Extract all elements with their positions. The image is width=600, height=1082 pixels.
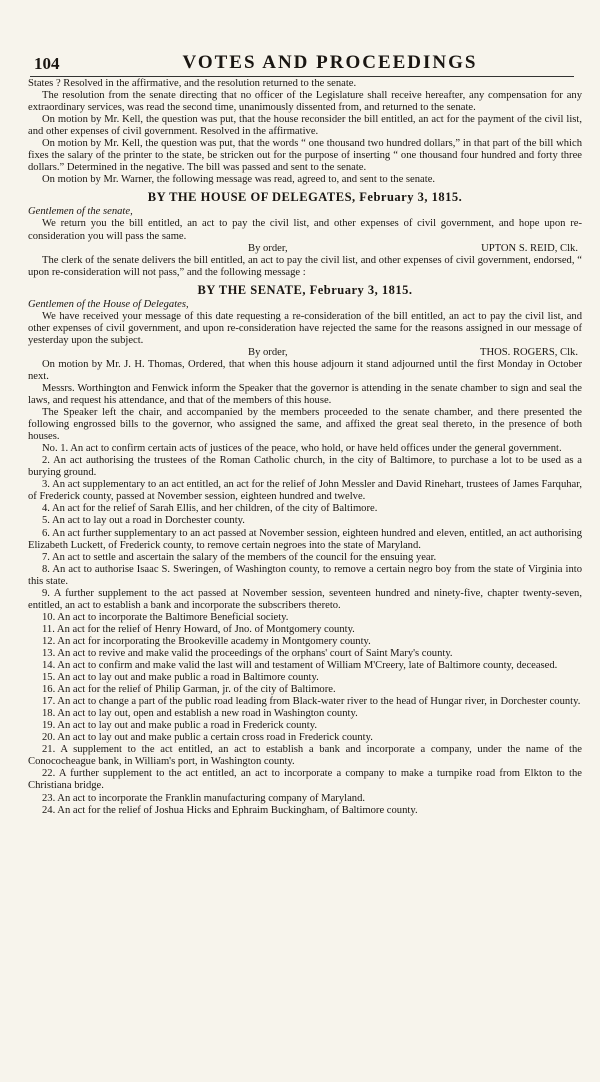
signature-line <box>28 243 582 255</box>
signature-line <box>28 347 582 359</box>
act-item: 10. An act to incorporate the Baltimore Beneficial society. <box>42 611 289 623</box>
act-item: 15. An act to lay out and make public a road in Baltimore county. <box>42 672 319 684</box>
act-item: 4. An act for the relief of Sarah Ellis, and her children, of the city of Baltimore. <box>42 503 378 515</box>
paragraph: On motion by Mr. J. H. Thomas, Ordered, that when this house adjourn it stand adjourned until the first Monday in October next. <box>28 358 582 382</box>
salutation: Gentlemen of the House of Delegates, <box>28 298 189 310</box>
by-order-label: By order, <box>248 346 288 358</box>
act-item: 20. An act to lay out and make public a certain cross road in Frederick county. <box>42 732 373 744</box>
paragraph: The Speaker left the chair, and accompanied by the members proceeded to the senate chamber, and there presented the following engrossed bills to the governor, who assigned the same, and affixed the great seal thereto, in the presence of both houses. <box>28 407 582 443</box>
act-item: 3. An act supplementary to an act entitled, an act for the relief of John Messler and David Rinehart, trustees of James Farquhar, of Frederick county, passed at November session, eighteen hundred and twelve. <box>28 479 582 503</box>
act-item: 22. A further supplement to the act entitled, an act to incorporate a company to make a turnpike road from Elkton to the Christiana bridge. <box>28 768 582 792</box>
header-rule <box>30 76 574 77</box>
paragraph: The resolution from the senate directing that no officer of the Legislature shall receive hereafter, any compensation for any extraordinary services, was read the second time, unanimously dissented from, and returned to the senate. <box>28 90 582 114</box>
clerk-name: UPTON S. REID, Clk. <box>481 242 578 254</box>
paragraph: On motion by Mr. Kell, the question was put, that the house reconsider the bill entitled, an act for the payment of the civil list, and other expenses of civil government. Resolved in the affirmative. <box>28 114 582 138</box>
act-item: 6. An act further supplementary to an act passed at November session, eighteen hundred and eleven, entitled, an act authorising Elizabeth Luckett, of Frederick county, to remove certain negroes into the state of Maryland. <box>28 527 582 551</box>
act-item: No. 1. An act to confirm certain acts of justices of the peace, who hold, or have held offices under the general government. <box>42 443 562 455</box>
act-item: 16. An act for the relief of Philip Garman, jr. of the city of Baltimore. <box>42 684 336 696</box>
act-item: 24. An act for the relief of Joshua Hicks and Ephraim Buckingham, of Baltimore county. <box>42 804 418 816</box>
salutation: Gentlemen of the senate, <box>28 206 133 218</box>
by-order-label: By order, <box>248 242 288 254</box>
paragraph: Messrs. Worthington and Fenwick inform the Speaker that the governor is attending in the senate chamber to sign and seal the laws, and request his attendance, and that of the members of this house. <box>28 382 582 406</box>
act-item: 7. An act to settle and ascertain the salary of the members of the council for the ensuing year. <box>42 551 437 563</box>
paragraph: On motion by Mr. Warner, the following message was read, agreed to, and sent to the senate. <box>42 174 436 186</box>
act-item: 9. A further supplement to the act passed at November session, seventeen hundred and ninety-five, chapter twenty-seven, entitled, an act to establish a bank and incorporate the subscribers thereto. <box>28 587 582 611</box>
paragraph: States ? Resolved in the affirmative, and the resolution returned to the senate. <box>28 78 357 89</box>
section-heading: BY THE SENATE, February 3, 1815. <box>197 282 413 297</box>
paragraph: We return you the bill entitled, an act to pay the civil list, and other expenses of civil government, and hope upon re-consideration you will pass the same. <box>28 218 582 242</box>
act-item: 19. An act to lay out and make public a road in Frederick county. <box>42 720 317 732</box>
running-title: VOTES AND PROCEEDINGS <box>182 52 478 73</box>
act-item: 2. An act authorising the trustees of the Roman Catholic church, in the city of Baltimore, to purchase a lot to be used as a burying ground. <box>28 455 582 479</box>
act-item: 23. An act to incorporate the Franklin manufacturing company of Maryland. <box>42 792 366 804</box>
act-item: 21. A supplement to the act entitled, an act to establish a bank and incorporate a company, under the name of the Conococheague bank, in William's port, in Washington county. <box>28 744 582 768</box>
document-body <box>28 78 582 817</box>
act-item: 5. An act to lay out a road in Dorchester county. <box>42 515 245 527</box>
act-item: 17. An act to change a part of the public road leading from Black-water river to the head of Hungar river, in Dorchester county. <box>42 696 581 708</box>
paragraph: The clerk of the senate delivers the bill entitled, an act to pay the civil list, and other expenses of civil government, endorsed, “ upon re-consideration will not pass,” and the following message : <box>28 254 582 278</box>
act-item: 14. An act to confirm and make valid the last will and testament of William M'Creery, late of Baltimore county, deceased. <box>42 660 558 672</box>
act-item: 11. An act for the relief of Henry Howard, of Jno. of Montgomery county. <box>42 623 355 635</box>
clerk-name: THOS. ROGERS, Clk. <box>479 346 578 358</box>
act-item: 8. An act to authorise Isaac S. Sweringen, of Washington county, to remove a certain negro boy from the state of Virginia into this state. <box>28 563 582 587</box>
page-number: 104 <box>34 54 60 73</box>
paragraph: On motion by Mr. Kell, the question was put, that the words “ one thousand two hundred dollars,” in that part of the bill which fixes the salary of the printer to the state, be stricken out for the purpose of inserting “ one thousand four hundred and forty three dollars.” Determined in the negative. The bill was passed and sent to the senate. <box>28 138 582 174</box>
act-item: 18. An act to lay out, open and establish a new road in Washington county. <box>42 708 358 720</box>
section-heading: BY THE HOUSE OF DELEGATES, February 3, 1815. <box>147 190 463 205</box>
paragraph: We have received your message of this date requesting a re-consideration of the bill entitled, an act to pay the civil list, and other expenses of civil government, and upon re-consideration have rejected the same for the reasons assigned in our message of yesterday upon the subject. <box>28 310 582 346</box>
act-item: 12. An act for incorporating the Brookeville academy in Montgomery county. <box>42 635 371 647</box>
act-item: 13. An act to revive and make valid the proceedings of the orphans' court of Saint Mary's county. <box>42 647 453 659</box>
